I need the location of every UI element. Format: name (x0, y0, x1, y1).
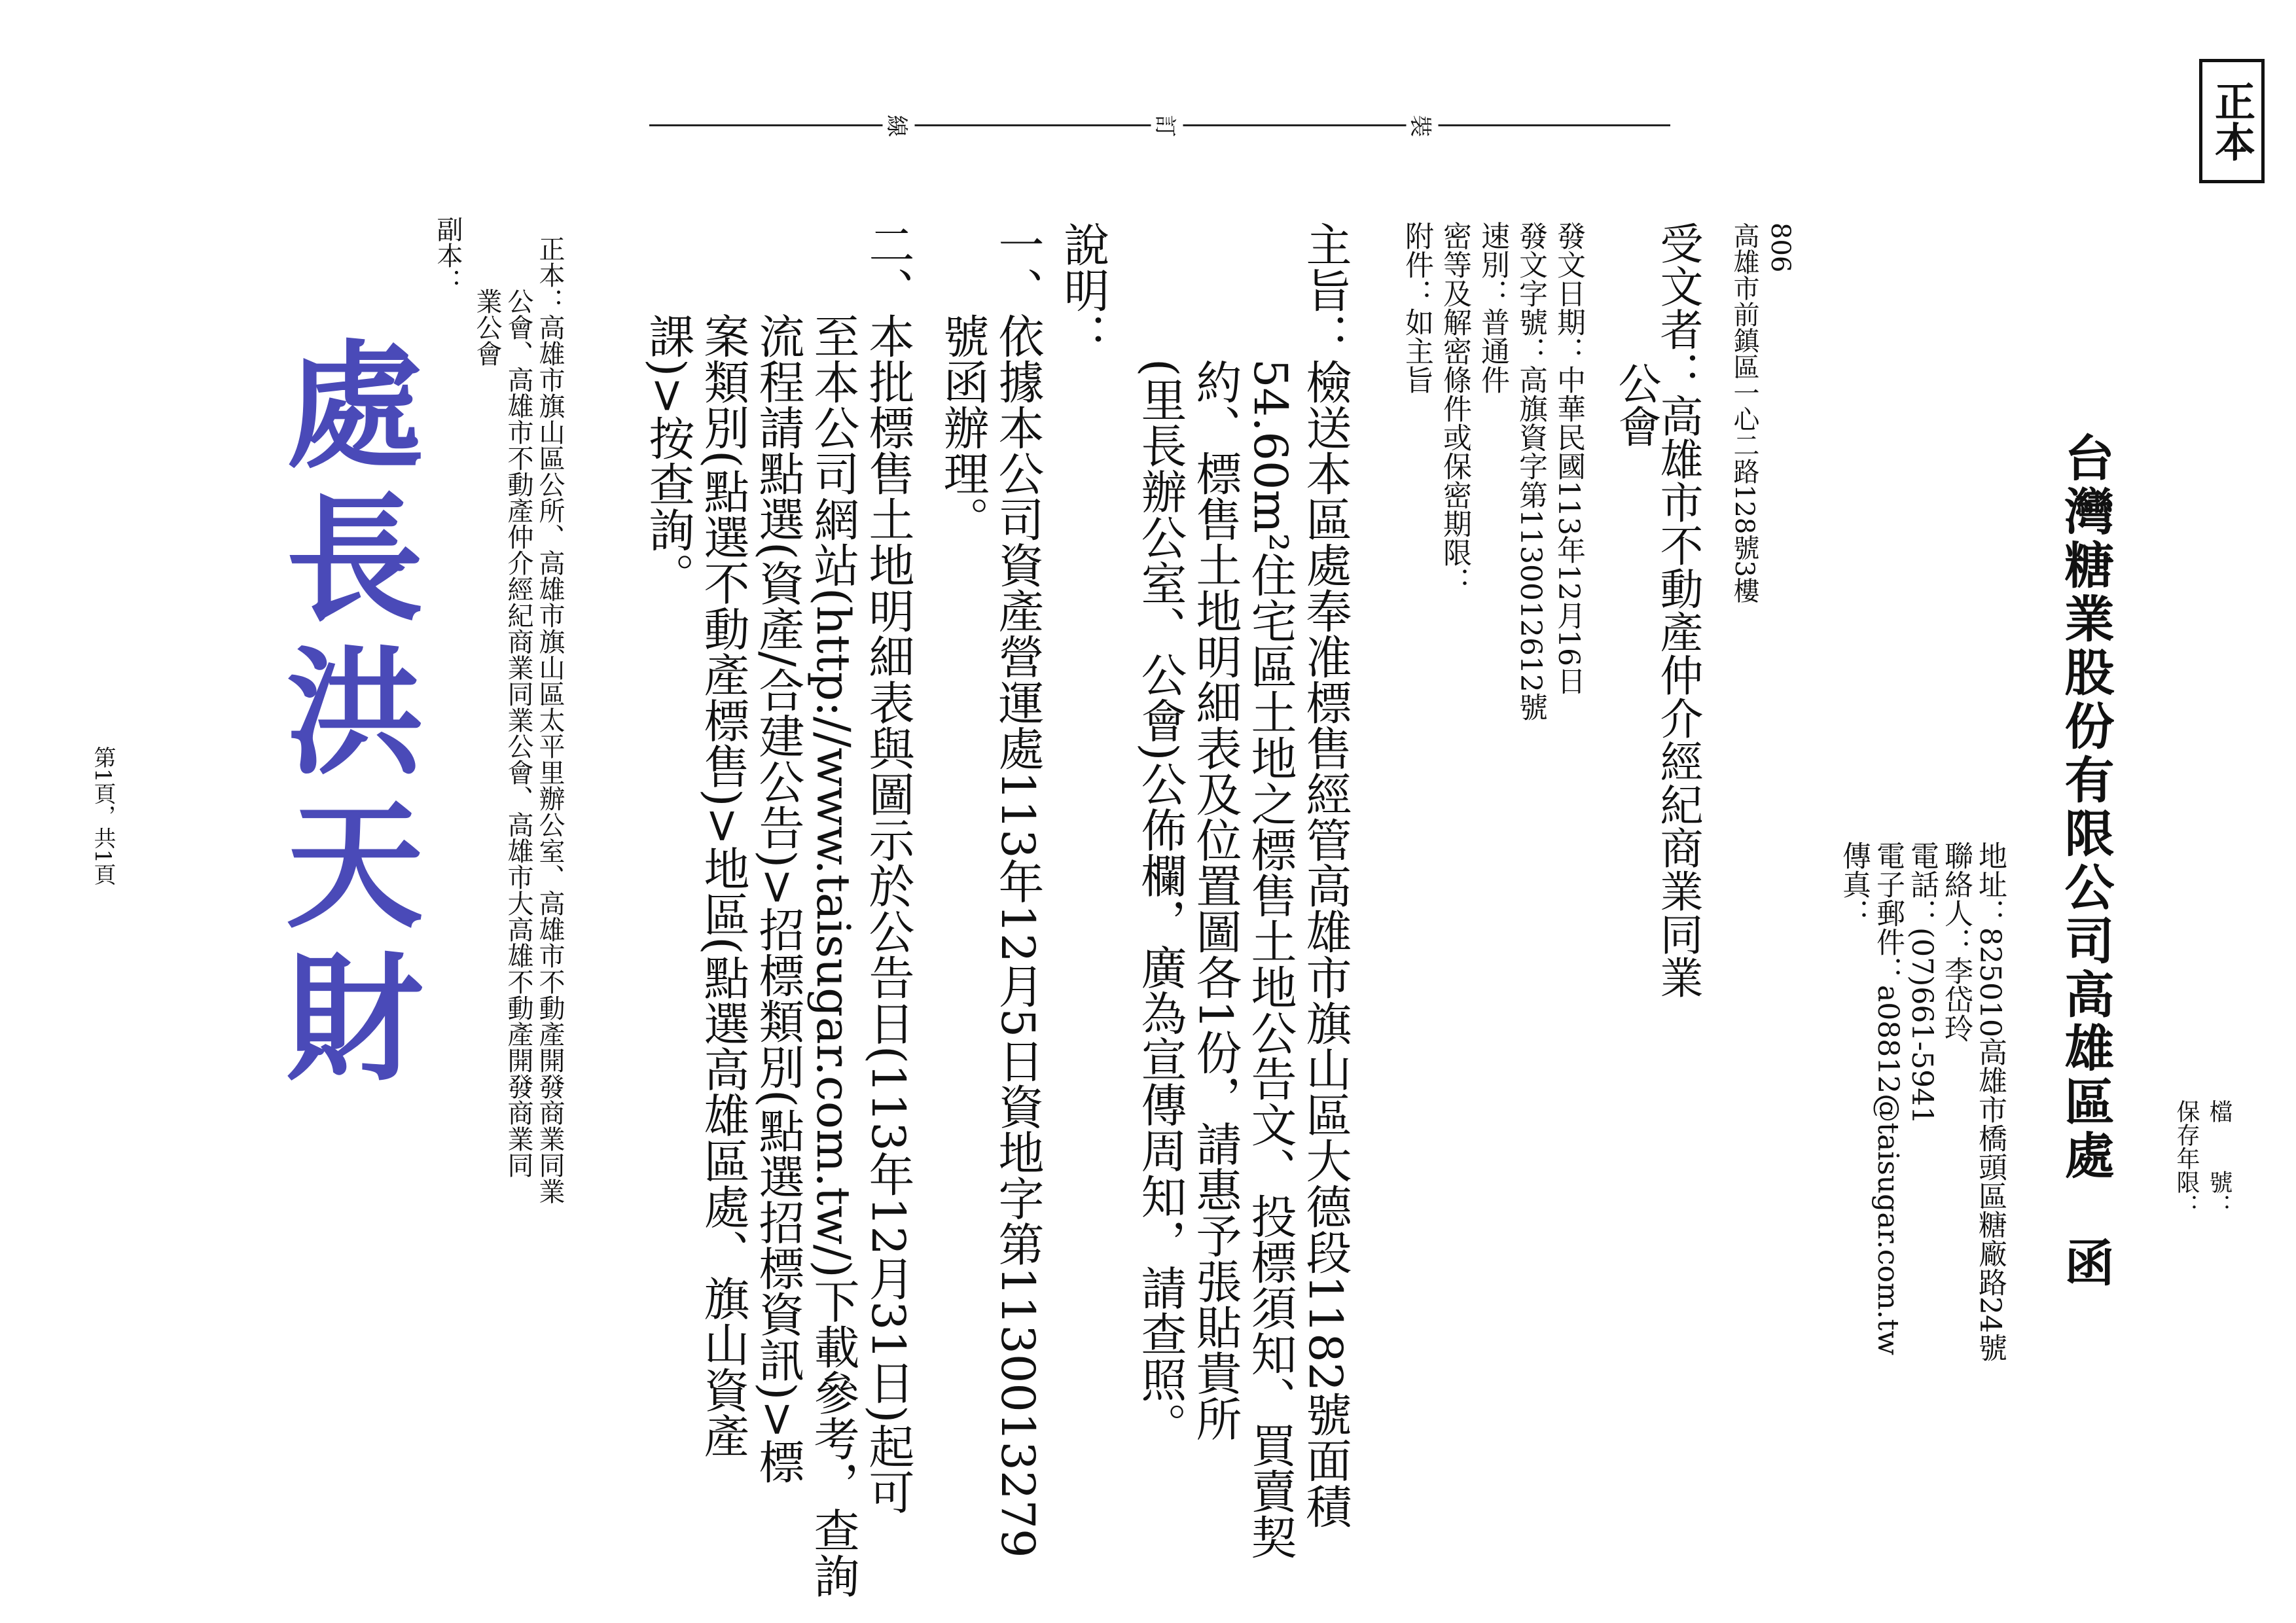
receiver-line-2: 公會 (1611, 361, 1661, 448)
recipient-postcode: 806 (1765, 223, 1795, 273)
contact-person: 聯絡人：李岱玲 (1939, 841, 1973, 1043)
recipient-address: 高雄市前鎮區一心二路128號3樓 (1729, 223, 1759, 603)
subject-line-2: 54.60m²住宅區土地之標售土地公告文、投標須知、買賣契 (1244, 221, 1297, 1560)
explanation-item-2-line-2: 至本公司網站(http://www.taisugar.com.tw/)下載參考，查詢 (806, 221, 860, 1599)
director-signature: 處長洪天財 (263, 334, 425, 1099)
subject-line-1: 主旨：檢送本區處奉准標售經管高雄市旗山區大德段1182號面積 (1299, 221, 1352, 1529)
speed-class: 速別：普通件 (1476, 221, 1509, 394)
explanation-label: 說明： (1056, 221, 1110, 359)
file-number-label: 檔 號： (2206, 1099, 2233, 1217)
page-number: 第1頁，共1頁 (90, 746, 116, 886)
receiver-line-1 (1653, 221, 1703, 999)
receiver-name: 高雄市不動產仲介經紀商業同業 (1653, 394, 1703, 999)
retention-label: 保存年限： (2173, 1099, 2200, 1217)
contact-address: 地址：825010高雄市橋頭區糖廠路24號 (1973, 841, 2007, 1362)
original-recipients-line-1 (537, 236, 563, 1204)
receiver-label: 受文者： (1653, 221, 1703, 394)
document-number: 發文字號：高旗資字第1130012612號 (1514, 221, 1547, 721)
original-recipients-line-3: 業公會 (472, 288, 502, 366)
secrecy-class: 密等及解密條件或保密期限： (1438, 221, 1471, 596)
copy-recipients-label: 副本： (433, 216, 463, 294)
original-copy-label: 正本 (2208, 80, 2256, 162)
organization-title: 台灣糖業股份有限公司高雄區處 函 (2056, 432, 2115, 1291)
explanation-item-1-line-2: 號函辦理。 (936, 221, 990, 542)
issue-date: 發文日期：中華民國113年12月16日 (1552, 221, 1585, 695)
explanation-item-2-line-5: 課)>按查詢。 (641, 221, 695, 598)
explanation-item-1-line-1: 一、依據本公司資產營運處113年12月5日資地字第1130013279 (991, 221, 1045, 1558)
explanation-item-2-line-4: 案類別(點選不動產標售)>地區(點選高雄區處、旗山資產 (696, 221, 750, 1459)
original-recipients-line-2: 公會、高雄市不動產仲介經紀商業同業公會、高雄市大高雄不動產開發商業同 (503, 288, 533, 1178)
attachment: 附件：如主旨 (1400, 221, 1433, 394)
binding-char-3: 線 (883, 111, 915, 141)
subject-line-3: 約、標售土地明細表及位置圖各1份，請惠予張貼貴所 (1189, 221, 1242, 1442)
explanation-item-2-line-3: 流程請點選(資產/合建公告)>招標類別(點選招標資訊)>標 (751, 221, 805, 1485)
explanation-item-2-line-1: 二、本批標售土地明細表與圖示於公告日(113年12月31日)起可 (861, 221, 915, 1515)
original-copy-stamp (2199, 59, 2265, 183)
contact-fax: 傳真： (1837, 841, 1871, 927)
original-recipients-text-1: 高雄市旗山區公所、高雄市旗山區太平里辦公室、高雄市不動產開發商業同業 (535, 314, 565, 1204)
binding-char-1: 裝 (1407, 111, 1439, 141)
subject-line-4: (里長辦公室、公會)公佈欄，廣為宣傳周知，請查照。 (1134, 221, 1187, 1448)
binding-char-2: 訂 (1151, 111, 1183, 141)
contact-phone: 電話：(07)661-5941 (1905, 841, 1939, 1125)
original-recipients-label: 正本： (535, 236, 565, 314)
contact-email: 電子郵件：a08812@taisugar.com.tw (1871, 841, 1905, 1355)
